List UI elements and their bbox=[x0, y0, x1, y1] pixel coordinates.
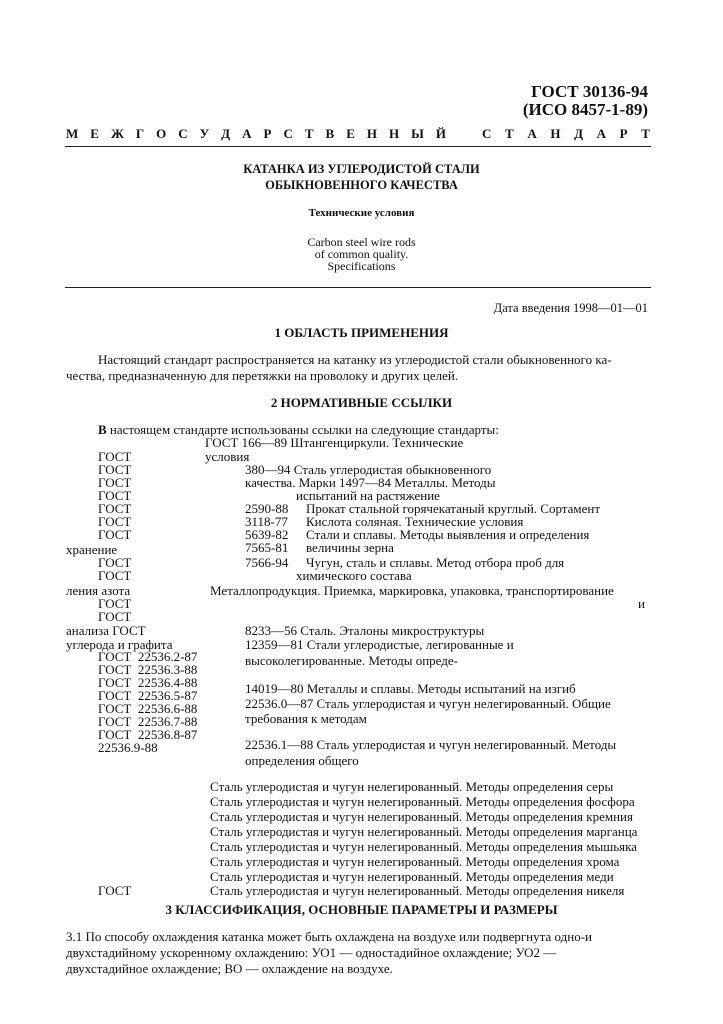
subtitle: Технические условия bbox=[308, 207, 415, 219]
header-letter: Р bbox=[263, 126, 272, 141]
ref-gost-7566-number: 7566-94 bbox=[245, 555, 289, 570]
header-letter: О bbox=[156, 126, 167, 141]
ref-gost-22536-1-cont: определения общего bbox=[245, 753, 359, 768]
left-col-gost: ГОСТ bbox=[98, 883, 132, 898]
header-letter: А bbox=[242, 126, 252, 141]
ref-gost-12359-cont: высоколегированные. Методы опреде- bbox=[245, 653, 458, 668]
standard-label bbox=[482, 127, 650, 140]
section-2-intro-bold: В bbox=[98, 422, 107, 437]
ref-gost-7566-cont: и bbox=[638, 596, 645, 611]
header-letter: С bbox=[283, 126, 293, 141]
left-col-item: ГОСТ bbox=[98, 462, 132, 477]
ref-gost-2590-title: Прокат стальной горячекатаный круглый. Сортамент bbox=[306, 501, 601, 516]
section-3-line-1: 3.1 По способу охлаждения катанка может быть охлаждена на воздухе или подвергнута одно-и bbox=[66, 929, 592, 944]
header-letter: Е bbox=[346, 126, 355, 141]
ref-method-line: Сталь углеродистая и чугун нелегированный. Методы определения никеля bbox=[210, 883, 625, 898]
ref-gost-1497-cont: испытаний на растяжение bbox=[296, 488, 440, 503]
section-1-line-1: Настоящий стандарт распространяется на катанку из углеродистой стали обыкновенного ка- bbox=[98, 352, 612, 367]
ref-method-line: Сталь углеродистая и чугун нелегированный. Методы определения серы bbox=[210, 779, 614, 794]
left-col-item: ГОСТ bbox=[98, 609, 132, 624]
left-col-item: ГОСТ bbox=[98, 501, 132, 516]
ref-gost-380: 380—94 Сталь углеродистая обыкновенного bbox=[245, 462, 492, 477]
left-col-item: анализа ГОСТ bbox=[66, 623, 146, 638]
left-col-item: углерода и графита bbox=[66, 637, 173, 652]
ref-method-line: Сталь углеродистая и чугун нелегированный. Методы определения кремния bbox=[210, 809, 633, 824]
left-col-item: ГОСТ bbox=[98, 555, 132, 570]
ref-gost-5639-number: 5639-82 bbox=[245, 527, 289, 542]
header-letter: А bbox=[527, 126, 537, 141]
section-2-heading: 2 НОРМАТИВНЫЕ ССЫЛКИ bbox=[270, 395, 453, 410]
left-col-item: ГОСТ bbox=[98, 514, 132, 529]
header-letter: А bbox=[596, 126, 607, 141]
header-letter: Н bbox=[366, 126, 377, 141]
section-1-line-2: чества, предназначенную для перетяжки на проволоку и других целей. bbox=[66, 368, 459, 383]
ref-gost-22536-0-cont: требования к методам bbox=[245, 711, 367, 726]
section-3-heading: 3 КЛАССИФИКАЦИЯ, ОСНОВНЫЕ ПАРАМЕТРЫ И РАЗМЕРЫ bbox=[165, 902, 558, 917]
header-letter: Ы bbox=[411, 126, 424, 141]
left-col-item: хранение bbox=[66, 542, 118, 557]
header-letter: С bbox=[178, 126, 188, 141]
document-number: ГОСТ 30136-94 bbox=[531, 82, 648, 101]
header-divider bbox=[65, 146, 651, 147]
left-col-item: ГОСТ 22536.6-88 bbox=[98, 701, 198, 716]
ref-gost-22536-1: 22536.1—88 Сталь углеродистая и чугун нелегированный. Методы bbox=[245, 737, 617, 752]
left-col-item: ГОСТ 22536.8-87 bbox=[98, 727, 198, 742]
header-letter: Е bbox=[90, 126, 99, 141]
header-letter: Р bbox=[619, 126, 628, 141]
section-1-heading: 1 ОБЛАСТЬ ПРИМЕНЕНИЯ bbox=[274, 325, 449, 340]
header-letter: Д bbox=[574, 126, 584, 141]
ref-gost-7565-cont: химического состава bbox=[296, 568, 412, 583]
header-letter: С bbox=[482, 126, 492, 141]
english-title-2: of common quality. bbox=[314, 247, 409, 261]
ref-gost-380-cont: качества. Марки 1497—84 Металлы. Методы bbox=[245, 475, 496, 490]
ref-gost-8233: 8233—56 Сталь. Эталоны микроструктуры bbox=[245, 623, 485, 638]
left-col-item: ГОСТ 22536.3-88 bbox=[98, 662, 198, 677]
title-line-1: КАТАНКА ИЗ УГЛЕРОДИСТОЙ СТАЛИ bbox=[243, 162, 480, 176]
section-2-intro-rest: настоящем стандарте использованы ссылки на следующие стандарты: bbox=[106, 422, 499, 437]
ref-gost-14019: 14019—80 Металлы и сплавы. Методы испытаний на изгиб bbox=[245, 681, 576, 696]
left-col-item: ГОСТ 22536.7-88 bbox=[98, 714, 198, 729]
left-col-item: ГОСТ 22536.4-88 bbox=[98, 675, 198, 690]
ref-gost-7565-title: Чугун, сталь и сплавы. Метод отбора проб для bbox=[306, 555, 565, 570]
ref-method-line: Сталь углеродистая и чугун нелегированный. Методы определения хрома bbox=[210, 854, 620, 869]
ref-gost-2590-number: 2590-88 bbox=[245, 501, 289, 516]
left-col-item: ГОСТ 22536.2-87 bbox=[98, 649, 198, 664]
left-col-item: ГОСТ bbox=[98, 488, 132, 503]
ref-method-line: Сталь углеродистая и чугун нелегированный. Методы определения марганца bbox=[210, 824, 638, 839]
header-letter: Н bbox=[388, 126, 400, 141]
left-col-item: ГОСТ bbox=[98, 475, 132, 490]
left-col-item: ГОСТ bbox=[98, 449, 132, 464]
header-letter: В bbox=[325, 126, 335, 141]
ref-gost-12359: 12359—81 Стали углеродистые, легированные и bbox=[245, 637, 514, 652]
header-letter: Т bbox=[641, 126, 650, 141]
ref-gost-7565-number: 7565-81 bbox=[245, 540, 289, 555]
left-col-item: ГОСТ 22536.5-87 bbox=[98, 688, 198, 703]
ref-gost-5639-title: Стали и сплавы. Методы выявления и определения bbox=[306, 527, 590, 542]
ref-gost-166: ГОСТ 166—89 Штангенциркули. Технические bbox=[205, 435, 464, 450]
header-letter: М bbox=[66, 126, 79, 141]
left-col-item: ГОСТ bbox=[98, 568, 132, 583]
introduction-date: Дата введения 1998—01—01 bbox=[493, 301, 648, 315]
header-letter: Д bbox=[221, 126, 231, 141]
header-letter: У bbox=[199, 126, 210, 141]
ref-method-line: Сталь углеродистая и чугун нелегированный. Методы определения меди bbox=[210, 869, 614, 884]
english-title-1: Carbon steel wire rods bbox=[307, 235, 416, 249]
ref-gost-5639-cont: величины зерна bbox=[306, 540, 394, 555]
left-col-item: ГОСТ bbox=[98, 596, 132, 611]
ref-method-line: Сталь углеродистая и чугун нелегированный. Методы определения мышьяка bbox=[210, 839, 638, 854]
ref-gost-22536-0: 22536.0—87 Сталь углеродистая и чугун нелегированный. Общие bbox=[245, 696, 611, 711]
header-letter: Н bbox=[550, 126, 561, 141]
header-letter: Т bbox=[505, 126, 514, 141]
header-letter: Г bbox=[135, 126, 145, 141]
left-col-item: ления азота bbox=[66, 583, 131, 598]
title-line-2: ОБЫКНОВЕННОГО КАЧЕСТВА bbox=[265, 178, 458, 192]
section-3-line-2: двухстадийному ускоренному охлаждению: УО1 — одностадийное охлаждение; УО2 — bbox=[66, 945, 557, 960]
header-letter: Й bbox=[435, 126, 446, 141]
iso-number: (ИСО 8457-1-89) bbox=[522, 100, 648, 119]
section-3-line-3: двухстадийное охлаждение; ВО — охлаждение на воздухе. bbox=[66, 961, 393, 976]
ref-gost-3118-number: 3118-77 bbox=[245, 514, 288, 529]
interstate-label bbox=[66, 127, 446, 140]
ref-gost-3118-title: Кислота соляная. Технические условия bbox=[306, 514, 524, 529]
ref-gost-166-cont: условия bbox=[205, 449, 250, 464]
ref-method-line: Сталь углеродистая и чугун нелегированный. Методы определения фосфора bbox=[210, 794, 635, 809]
header-letter: Ж bbox=[110, 126, 124, 141]
title-divider bbox=[65, 287, 651, 288]
header-letter: Т bbox=[304, 126, 314, 141]
ref-gost-7566-title: Металлопродукция. Приемка, маркировка, упаковка, транспортирование bbox=[210, 583, 614, 598]
left-col-item: 22536.9-88 bbox=[98, 740, 158, 755]
english-title-3: Specifications bbox=[327, 259, 396, 273]
left-col-item: ГОСТ bbox=[98, 527, 132, 542]
